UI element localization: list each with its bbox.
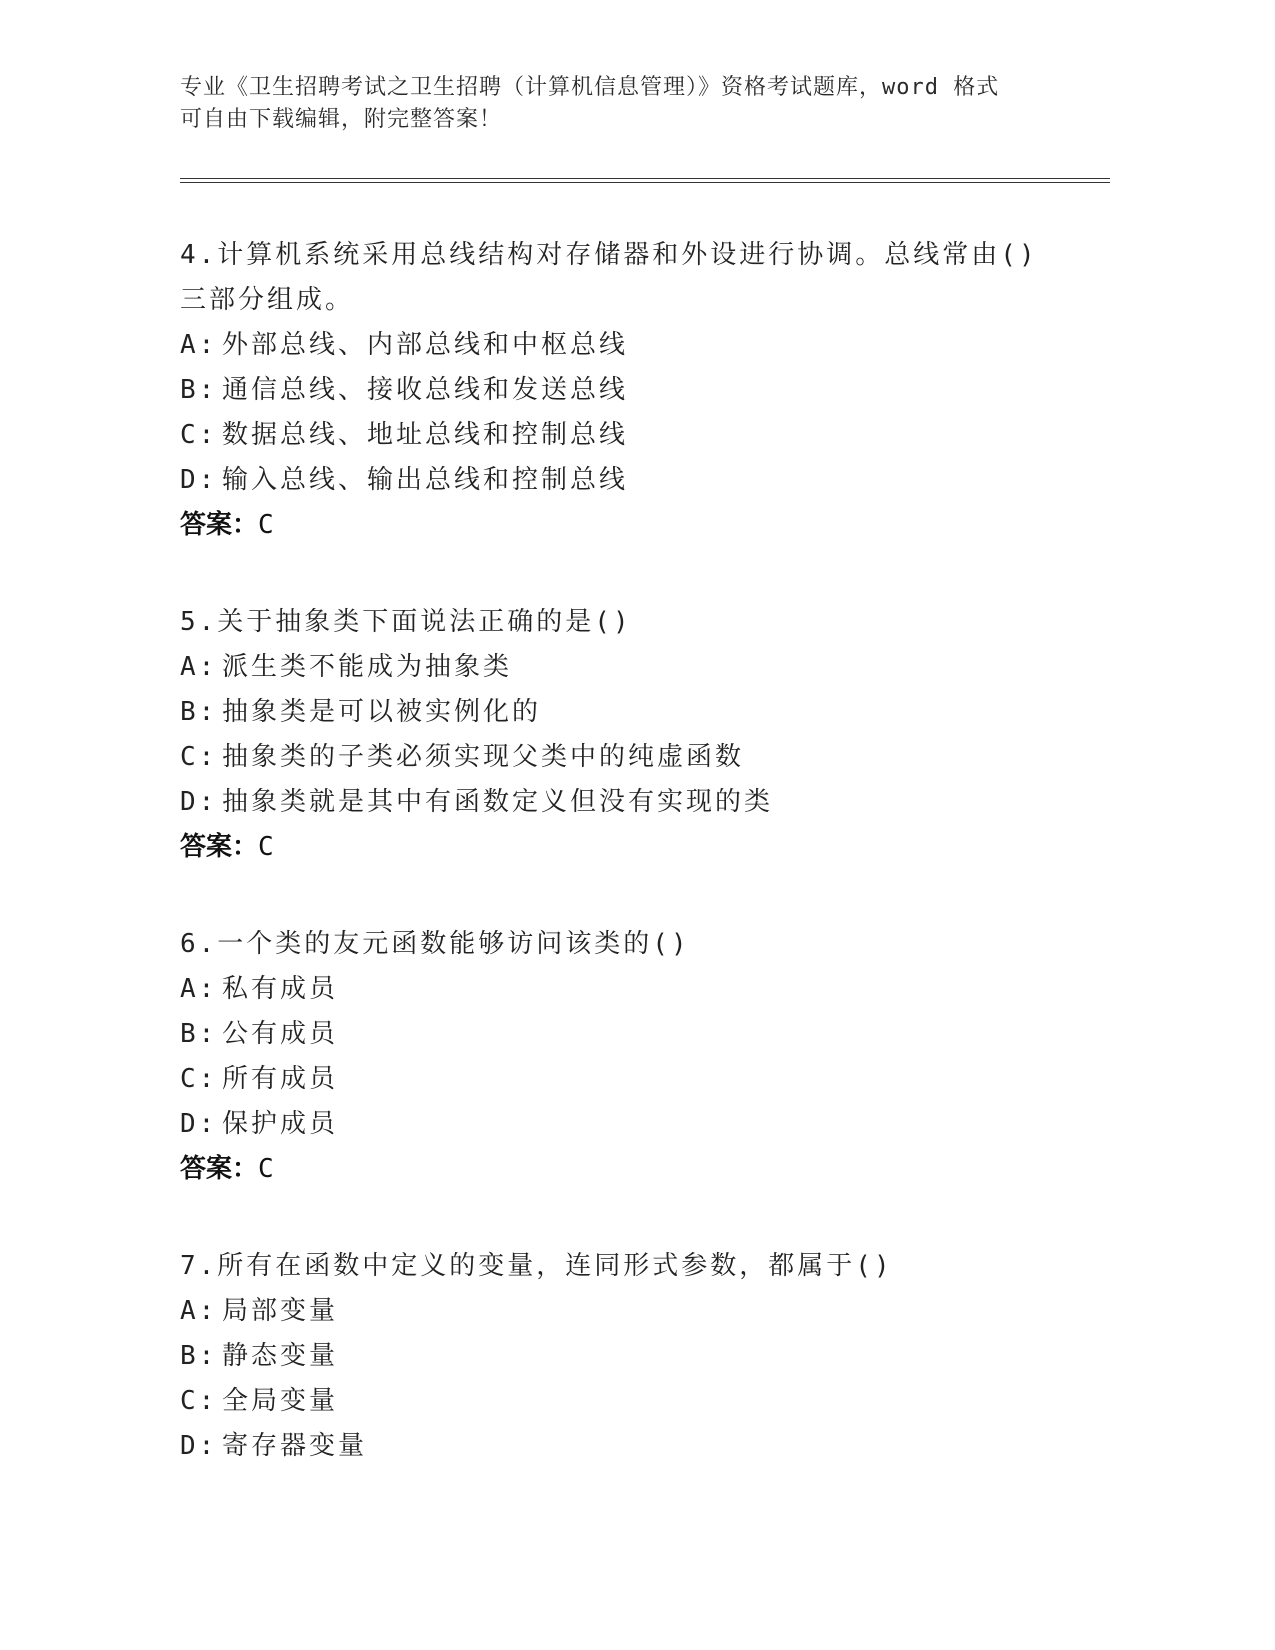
option-text: 外部总线、内部总线和中枢总线 [222,330,629,360]
option-text: 抽象类的子类必须实现父类中的纯虚函数 [222,742,745,772]
option-text: 全局变量 [222,1386,339,1416]
answer-label: 答案： [180,510,259,540]
option-text: 抽象类就是其中有函数定义但没有实现的类 [222,787,774,817]
option-d [180,1102,1060,1147]
answer-value: C [258,510,274,540]
option-letter: C: [180,1386,218,1416]
option-text: 派生类不能成为抽象类 [222,652,513,682]
question-stem: 6.一个类的友元函数能够访问该类的() [180,929,690,959]
option-c [180,1379,1060,1424]
option-letter: C: [180,1064,218,1094]
answer-line [180,503,1060,548]
question-stem: 4.计算机系统采用总线结构对存储器和外设进行协调。总线常由()三部分组成。 [180,240,1038,315]
option-letter: C: [180,420,218,450]
option-a [180,323,1060,368]
question-stem: 7.所有在函数中定义的变量，连同形式参数，都属于() [180,1251,893,1281]
option-letter: B: [180,375,218,405]
option-a [180,645,1060,690]
option-a [180,1289,1060,1334]
option-text: 输入总线、输出总线和控制总线 [222,465,629,495]
option-d [180,780,1060,825]
option-text: 局部变量 [222,1296,339,1326]
header-divider-top [180,178,1110,179]
option-letter: A: [180,1296,218,1326]
answer-line [180,1147,1060,1192]
option-text: 所有成员 [222,1064,339,1094]
option-letter: B: [180,1019,218,1049]
option-c [180,413,1060,458]
option-letter: D: [180,1109,218,1139]
question-7 [180,1244,1060,1469]
header-line-1: 专业《卫生招聘考试之卫生招聘（计算机信息管理）》资格考试题库，word 格式 [180,75,1000,100]
answer-line [180,825,1060,870]
option-a [180,967,1060,1012]
option-letter: D: [180,787,218,817]
option-c [180,735,1060,780]
answer-label: 答案： [180,1154,259,1184]
option-letter: B: [180,1341,218,1371]
option-b [180,1334,1060,1379]
option-c [180,1057,1060,1102]
option-text: 公有成员 [222,1019,339,1049]
option-text: 数据总线、地址总线和控制总线 [222,420,629,450]
header-line-2: 可自由下载编辑，附完整答案！ [180,107,503,132]
option-b [180,1012,1060,1057]
question-stem: 5.关于抽象类下面说法正确的是() [180,607,632,637]
option-d [180,458,1060,503]
option-letter: B: [180,697,218,727]
option-letter: A: [180,974,218,1004]
option-b [180,368,1060,413]
header-divider-bottom [180,182,1110,183]
answer-value: C [258,832,274,862]
option-letter: C: [180,742,218,772]
option-letter: D: [180,465,218,495]
answer-label: 答案： [180,832,259,862]
option-d [180,1424,1060,1469]
option-text: 通信总线、接收总线和发送总线 [222,375,629,405]
option-letter: A: [180,330,218,360]
option-letter: A: [180,652,218,682]
option-text: 寄存器变量 [222,1431,368,1461]
option-b [180,690,1060,735]
option-text: 抽象类是可以被实例化的 [222,697,542,727]
option-text: 私有成员 [222,974,339,1004]
question-5 [180,600,1060,870]
question-6 [180,922,1060,1192]
option-letter: D: [180,1431,218,1461]
answer-value: C [258,1154,274,1184]
option-text: 静态变量 [222,1341,339,1371]
option-text: 保护成员 [222,1109,339,1139]
question-4 [180,233,1060,548]
document-header [180,72,1060,136]
question-list [180,233,1060,1521]
